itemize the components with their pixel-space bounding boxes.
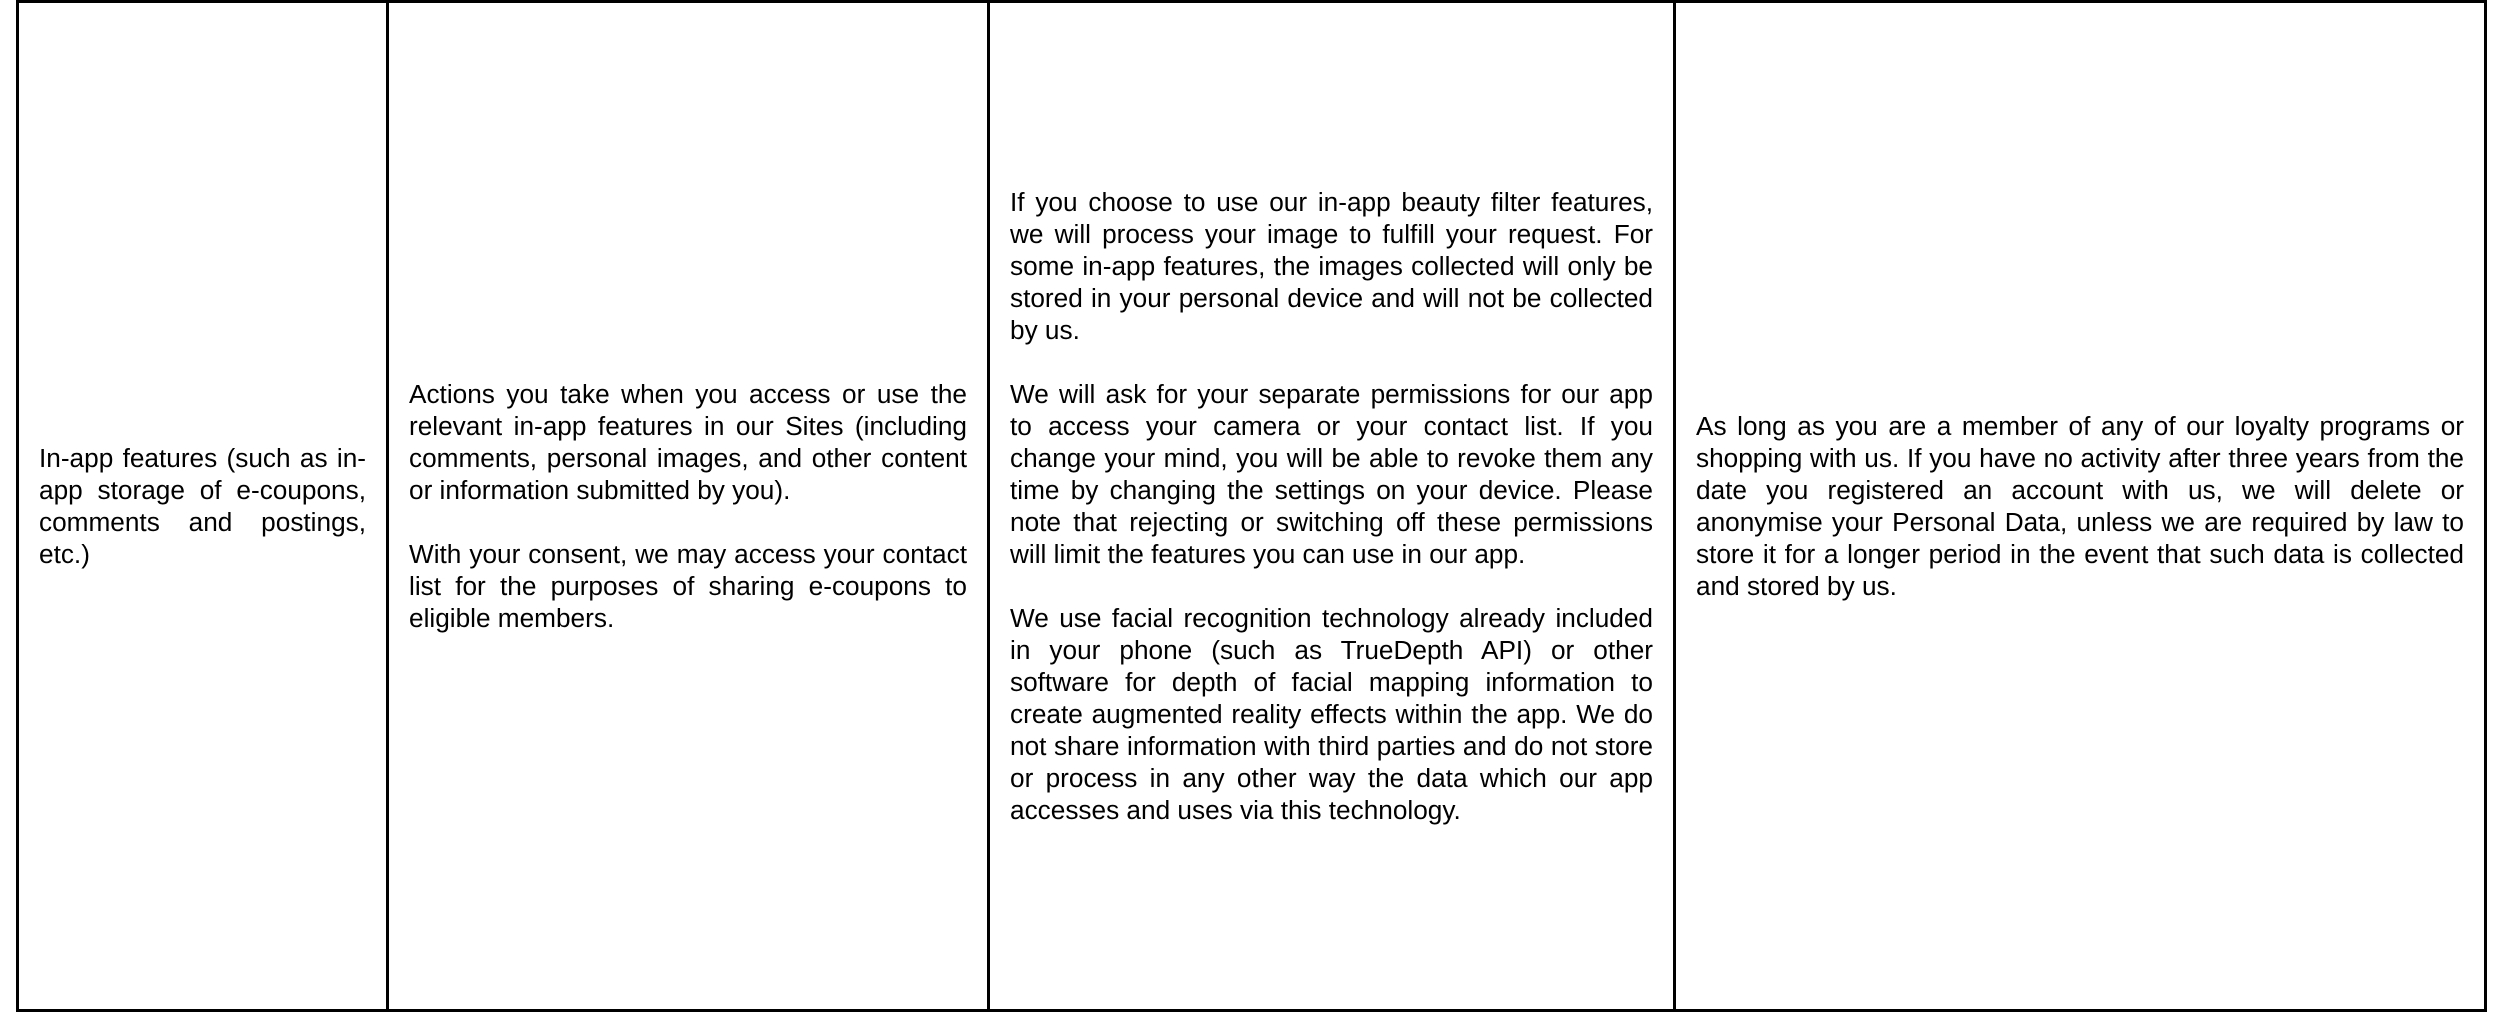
- purpose-paragraph: If you choose to use our in-app beauty filter features, we will process your image to fulfill your request. For some in-app features, the images collected will only be stored in your personal device and will not be collected by us.: [1010, 187, 1653, 345]
- data-category-cell: [18, 2, 388, 1011]
- retention-cell: [1675, 2, 2486, 1011]
- collection-context-cell: [388, 2, 989, 1011]
- table-row: [18, 2, 2486, 1011]
- collection-context-paragraph: Actions you take when you access or use the relevant in-app features in our Sites (including comments, personal images, and other content or information submitted by you).: [409, 379, 967, 505]
- data-category-text: In-app features (such as in-app storage of e-coupons, comments and postings, etc.): [39, 443, 366, 569]
- collection-context-paragraph: With your consent, we may access your contact list for the purposes of sharing e-coupons to eligible members.: [409, 539, 967, 633]
- privacy-policy-table: [16, 0, 2487, 1012]
- purpose-paragraph: We will ask for your separate permissions for our app to access your camera or your contact list. If you change your mind, you will be able to revoke them any time by changing the settings on your device. Please note that rejecting or switching off these permissions will limit the features you can use in our app.: [1010, 379, 1653, 569]
- purpose-paragraph: We use facial recognition technology already included in your phone (such as TrueDepth API) or other software for depth of facial mapping information to create augmented reality effects within the app. We do not share information with third parties and do not store or process in any other way the data which our app accesses and uses via this technology.: [1010, 603, 1653, 825]
- retention-text: As long as you are a member of any of our loyalty programs or shopping with us. If you have no activity after three years from the date you registered an account with us, we will delete or anonymise your Personal Data, unless we are required by law to store it for a longer period in the event that such data is collected and stored by us.: [1696, 411, 2464, 601]
- purpose-cell: [989, 2, 1675, 1011]
